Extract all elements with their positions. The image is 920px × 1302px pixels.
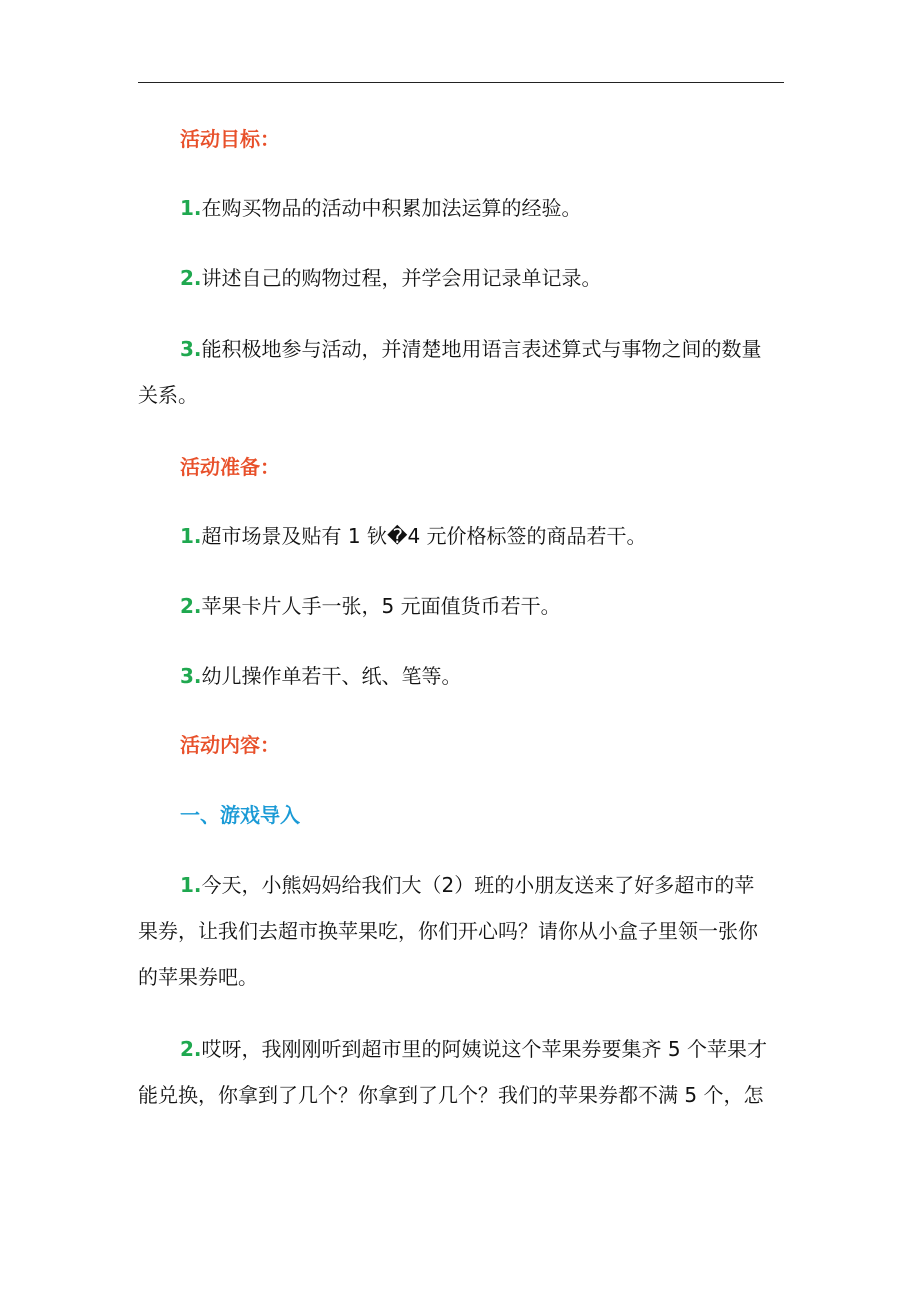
list-number: 2. [180, 1037, 202, 1061]
list-text: 今天，小熊妈妈给我们大（2）班的小朋友送来了好多超市的苹 [201, 873, 755, 897]
list-number: 3. [180, 337, 202, 361]
list-number: 2. [180, 266, 202, 290]
prep-item-2 [180, 593, 826, 619]
list-text: 讲述自己的购物过程，并学会用记录单记录。 [201, 266, 602, 290]
list-text: 能积极地参与活动，并清楚地用语言表述算式与事物之间的数量 [201, 337, 762, 361]
list-number: 1. [180, 873, 202, 897]
content-item-2 [180, 1036, 826, 1062]
prep-item-1 [180, 523, 826, 549]
content-item-1 [180, 872, 826, 898]
goals-heading: 活动目标： [180, 127, 280, 151]
list-text: 哎呀，我刚刚听到超市里的阿姨说这个苹果券要集齐 5 个苹果才 [201, 1037, 767, 1061]
list-text: 苹果卡片人手一张，5 元面值货币若干。 [201, 594, 561, 618]
goal-item-3-continuation: 关系。 [138, 383, 198, 407]
goal-item-3 [180, 336, 826, 362]
content-item-2-continuation-1: 能兑换，你拿到了几个？你拿到了几个？我们的苹果券都不满 5 个，怎 [138, 1083, 764, 1107]
list-number: 1. [180, 524, 202, 548]
list-text: 幼儿操作单若干、纸、笔等。 [201, 664, 462, 688]
list-number: 1. [180, 196, 202, 220]
content-subheading: 一、游戏导入 [180, 803, 300, 827]
list-text: 在购买物品的活动中积累加法运算的经验。 [201, 196, 582, 220]
list-number: 2. [180, 594, 202, 618]
header-rule [138, 82, 784, 83]
prep-heading: 活动准备： [180, 455, 280, 479]
prep-item-3 [180, 663, 826, 689]
content-heading: 活动内容： [180, 733, 280, 757]
content-item-1-continuation-2: 的苹果券吧。 [138, 965, 258, 989]
list-number: 3. [180, 664, 202, 688]
list-text: 超市场景及贴有 1 钬�4 元价格标签的商品若干。 [201, 524, 647, 548]
content-item-1-continuation-1: 果券，让我们去超市换苹果吃，你们开心吗？请你从小盒子里领一张你 [138, 919, 758, 943]
goal-item-1 [180, 195, 826, 221]
goal-item-2 [180, 265, 826, 291]
